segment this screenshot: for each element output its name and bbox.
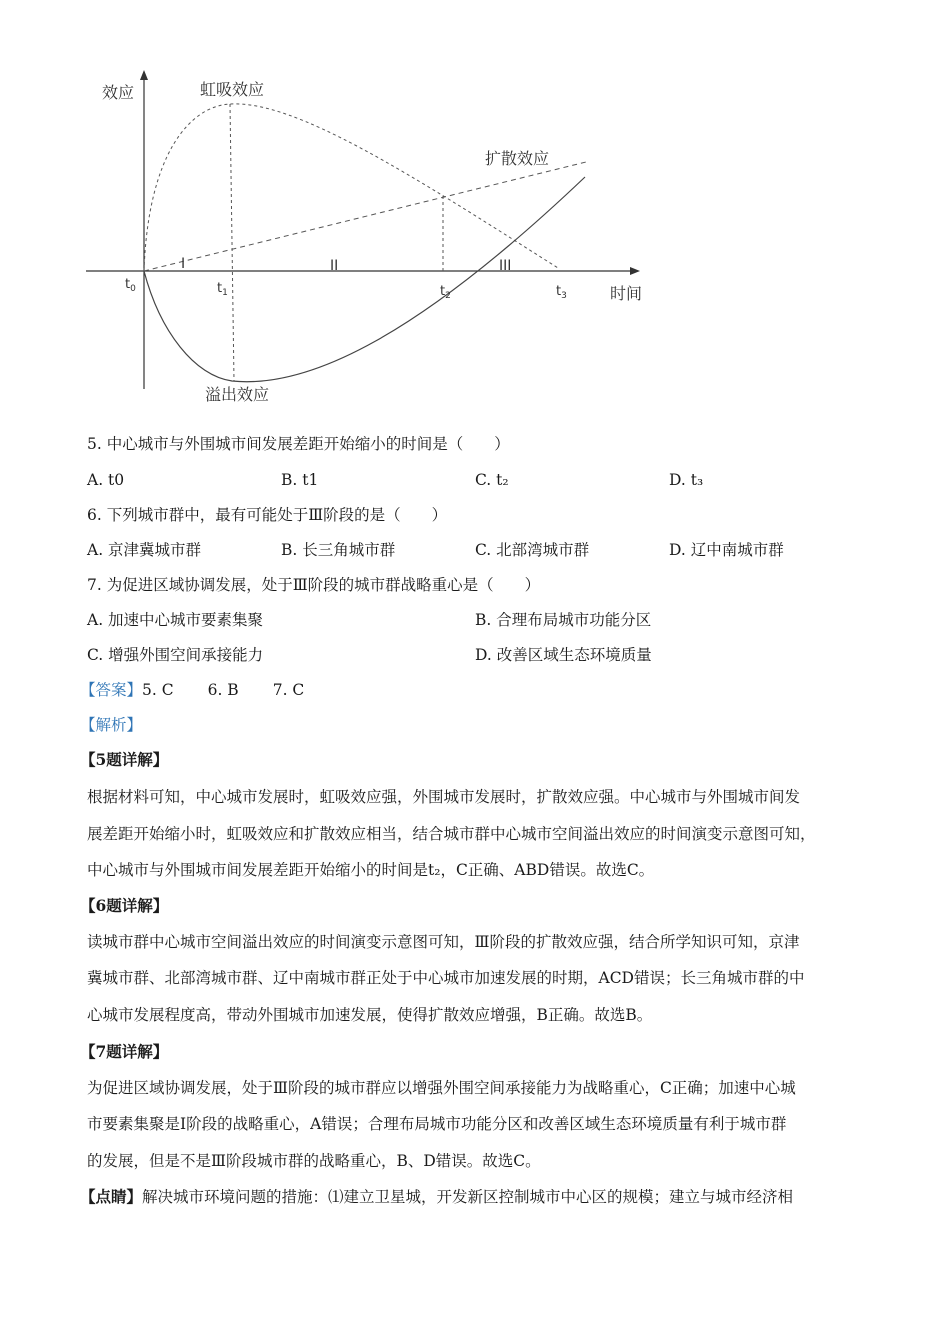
question-5-option-c: C. t₂: [475, 471, 509, 489]
question-7-option-a: A. 加速中心城市要素集聚: [87, 611, 264, 629]
answer-item-5: 5. C: [142, 681, 174, 699]
question-7-stem: 7. 为促进区域协调发展，处于Ⅲ阶段的城市群战略重心是（ ）: [87, 576, 541, 594]
t3-label: $t_3$: [556, 284, 567, 301]
spillover-curve: [144, 177, 585, 382]
detail-7-line-1: 为促进区域协调发展，处于Ⅲ阶段的城市群应以增强外围空间承接能力为战略重心，C正确；加速中心城: [87, 1079, 796, 1097]
tip-text: 解决城市环境问题的措施：⑴建立卫星城，开发新区控制城市中心区的规模；建立与城市经济相: [142, 1188, 794, 1206]
t1-guide: [230, 104, 234, 381]
detail-5-title: 【5题详解】: [80, 750, 169, 769]
question-5-stem: 5. 中心城市与外围城市间发展差距开始缩小的时间是（ ）: [87, 435, 510, 453]
y-axis-label: 效应: [102, 83, 135, 102]
stage-3-label: III: [499, 258, 512, 274]
answer-label: 【答案】: [80, 681, 143, 699]
tip-label: 【点睛】: [80, 1187, 143, 1206]
spillover-label: 溢出效应: [205, 385, 270, 404]
detail-5-line-3: 中心城市与外围城市间发展差距开始缩小的时间是t₂，C正确、ABD错误。故选C。: [87, 861, 655, 879]
y-axis-arrow: [140, 70, 148, 80]
analysis-label: 【解析】: [80, 716, 143, 734]
question-6-option-a: A. 京津冀城市群: [87, 541, 202, 559]
t1-label: $t_1$: [217, 281, 228, 298]
t2-label: $t_2$: [440, 284, 451, 301]
diffusion-label: 扩散效应: [485, 149, 550, 168]
detail-7-line-3: 的发展，但是不是Ⅲ阶段城市群的战略重心，B、D错误。故选C。: [87, 1152, 541, 1170]
question-6-option-b: B. 长三角城市群: [281, 541, 396, 559]
question-7-option-b: B. 合理布局城市功能分区: [475, 611, 652, 629]
stage-2-label: II: [330, 258, 339, 274]
answer-item-6: 6. B: [207, 681, 239, 699]
diffusion-line: [144, 162, 586, 271]
detail-7-line-2: 市要素集聚是Ⅰ阶段的战略重心，A错误；合理布局城市功能分区和改善区域生态环境质量有利于城市群: [87, 1115, 787, 1133]
siphon-curve: [144, 104, 558, 271]
tip-line: [80, 1187, 793, 1207]
question-7-option-c: C. 增强外围空间承接能力: [87, 646, 264, 664]
effect-time-diagram: [80, 64, 660, 414]
t0-label: $t_0$: [125, 277, 136, 294]
detail-6-title: 【6题详解】: [80, 896, 169, 915]
detail-6-line-2: 冀城市群、北部湾城市群、辽中南城市群正处于中心城市加速发展的时期，ACD错误；长三角城市群的中: [87, 969, 805, 987]
siphon-label: 虹吸效应: [200, 80, 265, 99]
answer-item-7: 7. C: [272, 681, 305, 699]
detail-6-line-3: 心城市发展程度高，带动外围城市加速发展，使得扩散效应增强，B正确。故选B。: [87, 1006, 653, 1024]
question-6-stem: 6. 下列城市群中，最有可能处于Ⅲ阶段的是（ ）: [87, 506, 448, 524]
question-5-option-b: B. t1: [281, 471, 319, 489]
answer-line: [80, 680, 304, 700]
question-7-option-d: D. 改善区域生态环境质量: [475, 646, 652, 664]
question-5-option-a: A. t0: [87, 471, 125, 489]
question-6-option-c: C. 北部湾城市群: [475, 541, 590, 559]
question-5-option-d: D. t₃: [669, 471, 704, 489]
detail-7-title: 【7题详解】: [80, 1042, 169, 1061]
detail-6-line-1: 读城市群中心城市空间溢出效应的时间演变示意图可知，Ⅲ阶段的扩散效应强，结合所学知识可知，京津: [87, 933, 800, 951]
x-axis-arrow: [630, 267, 640, 275]
detail-5-line-1: 根据材料可知，中心城市发展时，虹吸效应强，外围城市发展时，扩散效应强。中心城市与外围城市间发: [87, 788, 801, 806]
detail-5-line-2: 展差距开始缩小时，虹吸效应和扩散效应相当，结合城市群中心城市空间溢出效应的时间演变示意图可知，: [87, 825, 816, 843]
x-axis-label: 时间: [610, 284, 643, 303]
question-6-option-d: D. 辽中南城市群: [669, 541, 784, 559]
stage-1-label: I: [181, 256, 186, 272]
